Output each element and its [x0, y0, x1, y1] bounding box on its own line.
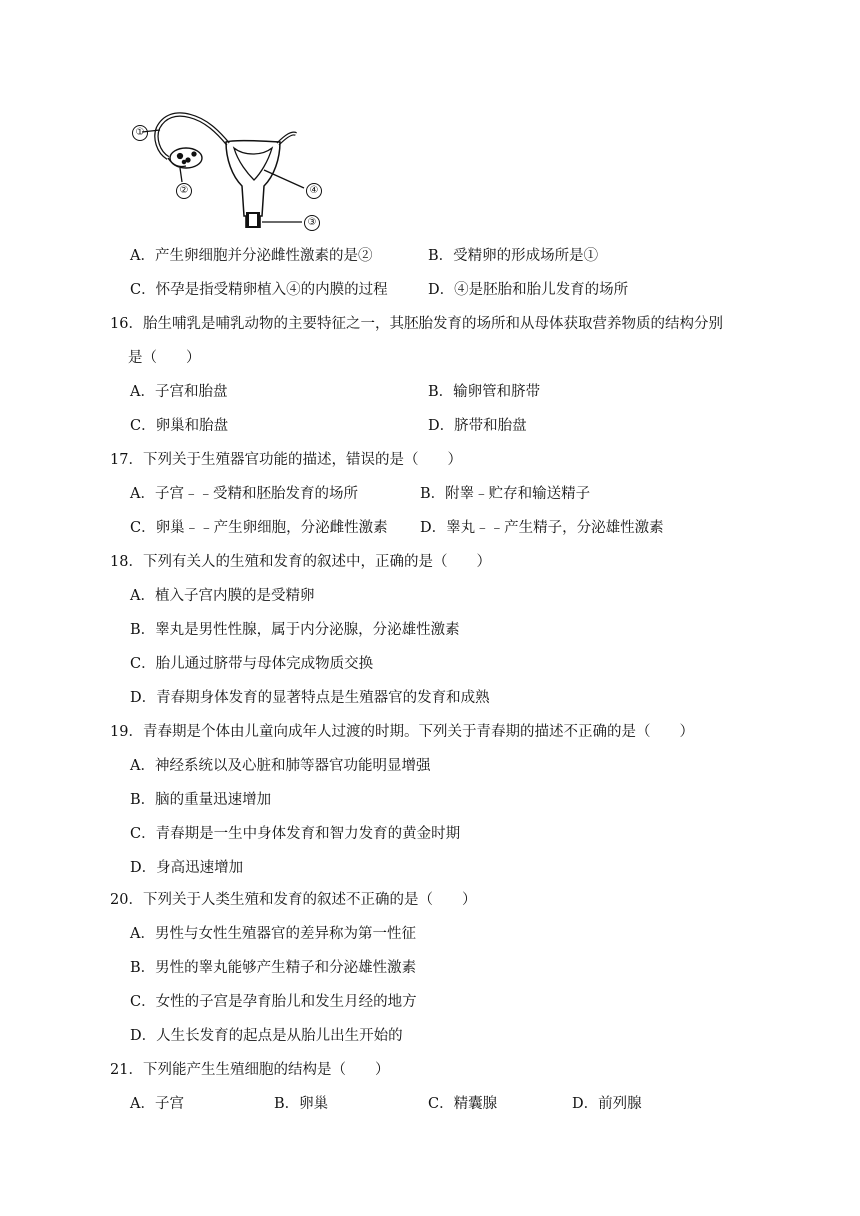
q16-option-c: C．卵巢和胎盘	[130, 418, 229, 434]
figure-label-1: ①	[132, 122, 148, 142]
q16-stem: 16．胎生哺乳是哺乳动物的主要特征之一，其胚胎发育的场所和从母体获取营养物质的结构分别	[110, 316, 723, 332]
q16-option-d: D．脐带和胎盘	[428, 418, 527, 434]
q20-option-c: C．女性的子宫是孕育胎儿和发生月经的地方	[130, 994, 417, 1010]
q20-option-d: D．人生长发育的起点是从胎儿出生开始的	[130, 1028, 403, 1044]
figure-label-2: ②	[176, 180, 192, 200]
q18-option-a: A．植入子宫内膜的是受精卵	[130, 588, 315, 604]
q18-stem: 18．下列有关人的生殖和发育的叙述中，正确的是（ ）	[110, 554, 491, 570]
q19-option-b: B．脑的重量迅速增加	[130, 792, 272, 808]
q17-option-b: B．附睾﹣贮存和输送精子	[420, 486, 591, 502]
q19-option-d: D．身高迅速增加	[130, 860, 244, 876]
q16-option-a: A．子宫和胎盘	[130, 384, 228, 400]
q18-option-b: B．睾丸是男性性腺，属于内分泌腺，分泌雄性激素	[130, 622, 460, 638]
q21-option-b: B．卵巢	[274, 1096, 329, 1112]
q17-stem: 17．下列关于生殖器官功能的描述，错误的是（ ）	[110, 452, 462, 468]
reproductive-system-diagram	[128, 104, 328, 234]
q21-option-a: A．子宫	[130, 1096, 184, 1112]
q18-option-d: D．青春期身体发育的显著特点是生殖器官的发育和成熟	[130, 690, 490, 706]
q17-option-d: D．睾丸﹣﹣产生精子，分泌雄性激素	[420, 520, 664, 536]
q16-option-b: B．输卵管和脐带	[428, 384, 541, 400]
q16-stem-cont: 是（ ）	[128, 350, 201, 366]
figure-label-3: ③	[304, 212, 320, 232]
q19-option-c: C．青春期是一生中身体发育和智力发育的黄金时期	[130, 826, 461, 842]
q21-option-c: C．精囊腺	[428, 1096, 498, 1112]
q17-option-c: C．卵巢﹣﹣产生卵细胞，分泌雌性激素	[130, 520, 388, 536]
q19-stem: 19．青春期是个体由儿童向成年人过渡的时期。下列关于青春期的描述不正确的是（ ）	[110, 724, 694, 740]
figure-label-4: ④	[306, 180, 322, 200]
q15-option-b: B．受精卵的形成场所是①	[428, 248, 599, 264]
q20-stem: 20．下列关于人类生殖和发育的叙述不正确的是（ ）	[110, 892, 477, 908]
q20-option-a: A．男性与女性生殖器官的差异称为第一性征	[130, 926, 416, 942]
q21-stem: 21．下列能产生生殖细胞的结构是（ ）	[110, 1062, 390, 1078]
q21-option-d: D．前列腺	[572, 1096, 642, 1112]
q20-option-b: B．男性的睾丸能够产生精子和分泌雄性激素	[130, 960, 417, 976]
q19-option-a: A．神经系统以及心脏和肺等器官功能明显增强	[130, 758, 431, 774]
q15-option-c: C．怀孕是指受精卵植入④的内膜的过程	[130, 282, 388, 298]
q15-option-d: D．④是胚胎和胎儿发育的场所	[428, 282, 629, 298]
q18-option-c: C．胎儿通过脐带与母体完成物质交换	[130, 656, 374, 672]
q15-option-a: A．产生卵细胞并分泌雌性激素的是②	[130, 248, 373, 264]
q17-option-a: A．子宫﹣﹣受精和胚胎发育的场所	[130, 486, 358, 502]
